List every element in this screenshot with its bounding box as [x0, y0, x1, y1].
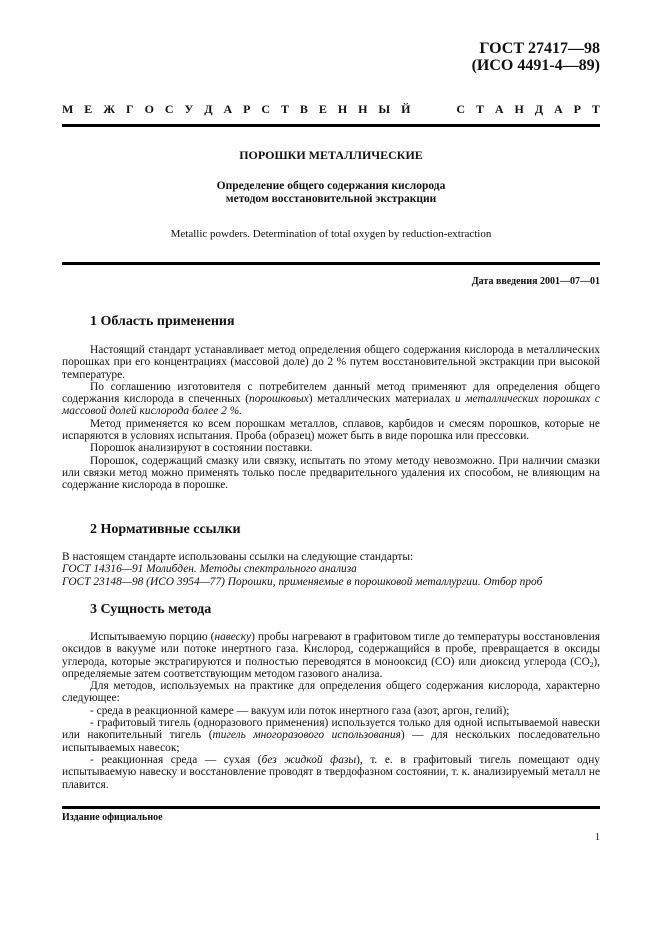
banner-letter: С — [164, 102, 174, 116]
title-rule — [62, 262, 600, 265]
banner-letter: Р — [573, 102, 581, 116]
effective-date: Дата введения 2001—07—01 — [471, 276, 600, 287]
italic-run: тигель многоразового использования — [212, 729, 401, 742]
list-item: - среда в реакционной камере — вакуум или поток инертного газа (азот, аргон, гелий); — [90, 704, 510, 717]
standard-number — [472, 40, 600, 74]
banner-letter: Н — [514, 102, 524, 116]
header-rule — [62, 124, 600, 127]
reference-item: ГОСТ 23148—98 (ИСО 3954—77) Порошки, применяемые в порошковой металлургии. Отбор проб — [62, 575, 543, 588]
reference-item: ГОСТ 14316—91 Молибден. Методы спектрального анализа — [62, 563, 357, 576]
page-number: 1 — [595, 832, 600, 843]
list-item — [62, 717, 600, 754]
banner-letter: В — [299, 102, 308, 116]
banner-letter: Н — [337, 102, 348, 116]
english-title: Metallic powders. Determination of total oxygen by reduction-extraction — [170, 228, 492, 240]
edition-label: Издание официальное — [62, 812, 163, 823]
section-2-body — [62, 551, 600, 588]
text-run: ), определяемые затем соответствующим методом газового анализа. — [62, 655, 600, 680]
section-1-body — [62, 344, 600, 492]
banner-letter: Й — [401, 102, 411, 116]
banner-letter: А — [553, 102, 563, 116]
banner-letter: Ы — [378, 102, 391, 116]
banner-letter: С — [456, 102, 465, 116]
iso-number: (ИСО 4491-4—89) — [471, 57, 600, 74]
banner-letter: Е — [318, 102, 327, 116]
paragraph: Настоящий стандарт устанавливает метод определения общего содержания кислорода в металлических порошках при его концентрациях (массовой доле) до 2 % путем восстановительной экстракции при высокой температуре. — [62, 344, 600, 381]
interstate-standard-banner — [62, 102, 600, 117]
banner-letter: Д — [204, 102, 213, 116]
banner-letter: Т — [475, 102, 484, 116]
paragraph — [62, 631, 600, 680]
banner-letter: Т — [591, 102, 600, 116]
subtitle-line: Определение общего содержания кислорода — [216, 180, 446, 192]
text-run: ) пробы нагревают в графитовом тигле до температуры восстановления оксидов в вакууме или потоке инертного газа. Кислород, содержащийся в пробе, превращается в оксиды углерода, которые экстрагируются и полностью переводятся в монооксид (СО) или диоксид углерода (СО — [62, 631, 600, 668]
text-run: ) — для нескольких последовательно испытываемых навесок; — [62, 729, 600, 754]
banner-letter: М — [62, 102, 74, 116]
banner-letter: У — [184, 102, 194, 116]
banner-gap — [421, 102, 445, 117]
text-run: Испытываемую порцию ( — [90, 631, 215, 643]
banner-letter: Д — [534, 102, 544, 116]
text-run: - реакционная среда — сухая ( — [90, 753, 262, 766]
list-item — [62, 754, 600, 791]
italic-run: навеску — [214, 631, 252, 643]
italic-run: без жидкой фазы — [261, 753, 357, 766]
paragraph: Для методов, используемых на практике для определения общего содержания кислорода, характерно следующее: — [62, 680, 600, 705]
document-title: ПОРОШКИ МЕТАЛЛИЧЕСКИЕ — [239, 148, 423, 162]
banner-letter: Ж — [103, 102, 116, 116]
banner-letter: Г — [126, 102, 134, 116]
banner-letter: Т — [280, 102, 289, 116]
subscript: 2 — [589, 660, 594, 669]
banner-letter: А — [223, 102, 233, 116]
banner-letter: О — [144, 102, 154, 116]
section-heading-3: 3 Сущность метода — [90, 602, 212, 617]
text-run: ) металлических материалах — [308, 393, 455, 406]
footer-rule — [62, 806, 600, 809]
section-heading-1: 1 Область применения — [90, 314, 235, 329]
text-run: - графитовый тигель (одноразового применения) используется только для одной испытываемой навески или накопительный тигель ( — [62, 717, 600, 742]
document-subtitle — [62, 180, 600, 206]
section-3-body — [62, 631, 600, 791]
text-run: По соглашению изготовителя с потребителем данный метод применяют для определения общего содержания кислорода в спеченных ( — [62, 380, 600, 406]
paragraph: В настоящем стандарте использованы ссылки на следующие стандарты: — [62, 551, 414, 563]
text-run: ), т. е. в графитовый тигель помещают одну испытываемую навеску и восстановление проводят в твердофазном состоянии, т. к. анализируемый металл не плавится. — [62, 753, 600, 791]
banner-letter: С — [261, 102, 271, 116]
section-heading-2: 2 Нормативные ссылки — [90, 522, 241, 537]
italic-run: и металлических порошках с массовой долей кислорода более 2 %. — [62, 393, 600, 418]
banner-letter: Р — [243, 102, 251, 116]
subtitle-line: методом восстановительной экстракции — [225, 193, 437, 205]
banner-letter: Е — [84, 102, 93, 116]
italic-run: порошковых — [249, 393, 309, 406]
banner-letter: Н — [358, 102, 368, 116]
paragraph: Порошок анализируют в состоянии поставки. — [90, 442, 313, 455]
paragraph — [62, 381, 600, 418]
paragraph: Порошок, содержащий смазку или связку, испытать по этому методу невозможно. При наличии смазки или связки метод можно применять только после предварительного удаления их способом, не влияющим на содержание кислорода в порошке. — [62, 454, 600, 492]
banner-letter: А — [494, 102, 504, 116]
gost-number: ГОСТ 27417—98 — [479, 40, 600, 57]
paragraph: Метод применяется ко всем порошкам металлов, сплавов, карбидов и смесям порошков, которые не испаряются в условиях испытания. Проба (образец) может быть в виде порошка или прессовки. — [62, 417, 600, 443]
